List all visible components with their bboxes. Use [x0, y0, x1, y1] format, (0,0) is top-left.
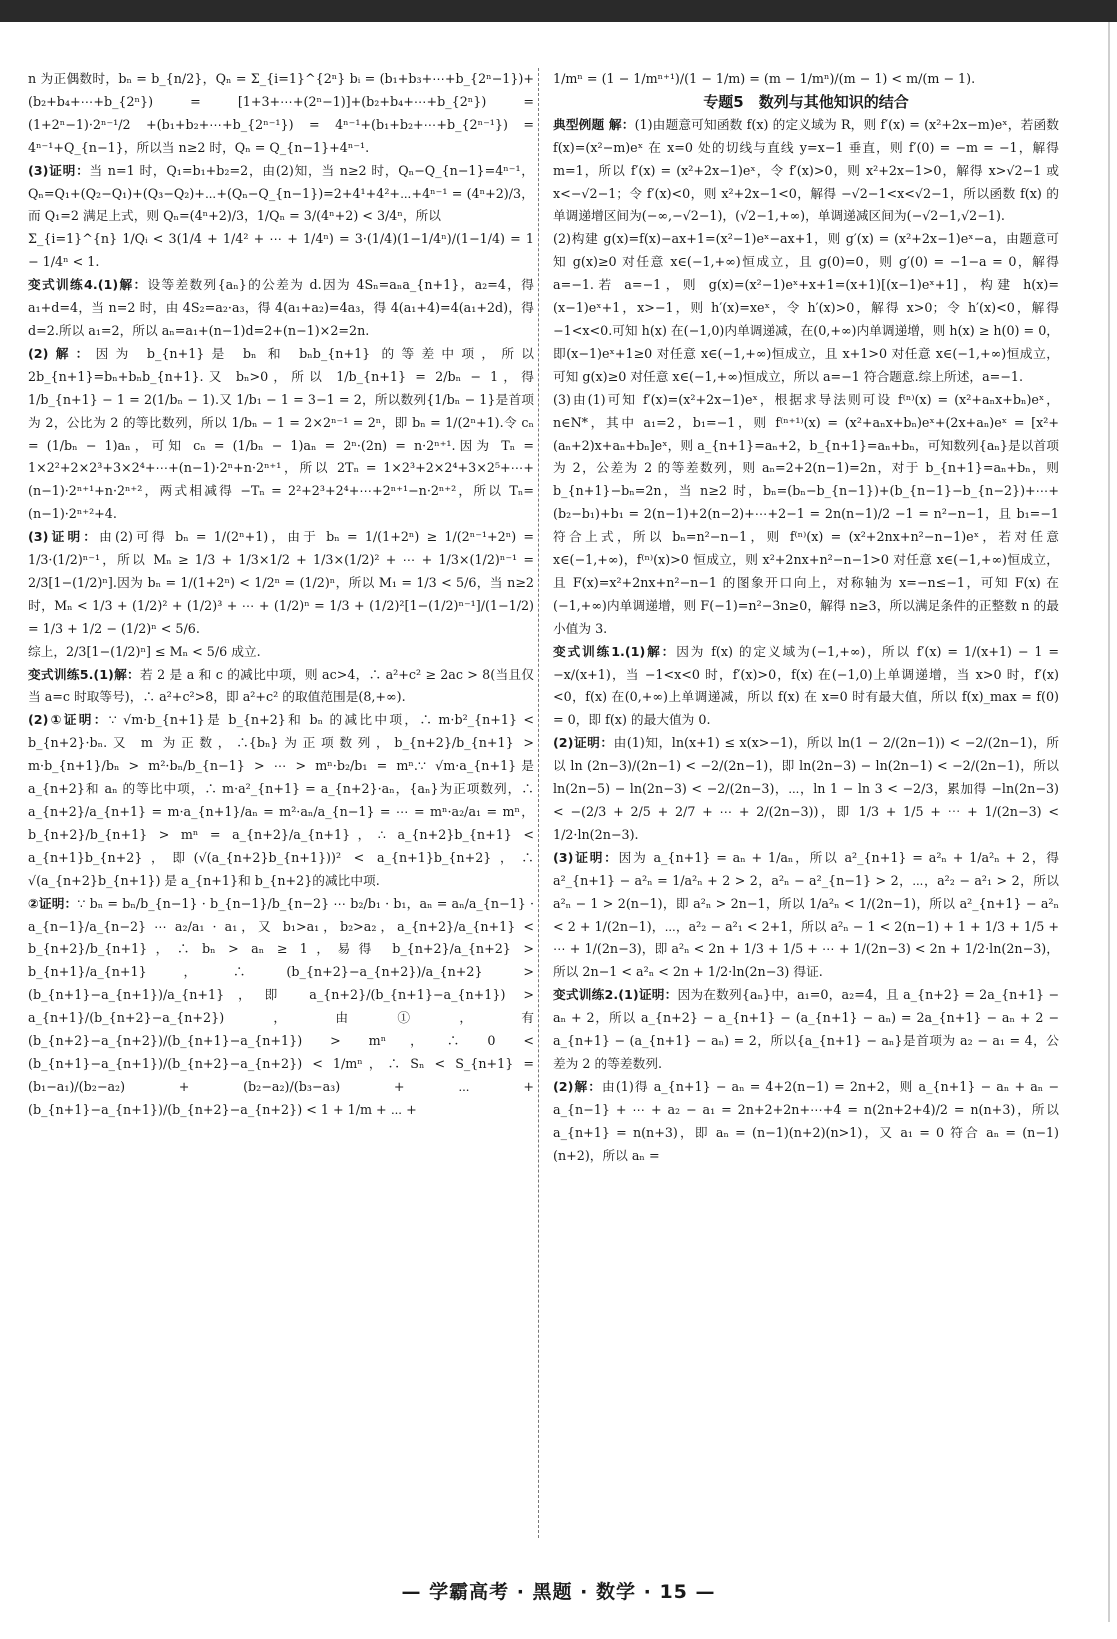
section-title: 专题5 数列与其他知识的结合: [703, 92, 909, 111]
solution-text: 1/mⁿ = (1 − 1/mⁿ⁺¹)/(1 − 1/m) = (m − 1/mⁿ)/(m − 1) < m/(m − 1).: [553, 71, 976, 86]
solution-text: 设等差数列{aₙ}的公差为 d.因为 4Sₙ=aₙa_{n+1}，a₂=4，得 a₁+d=4，当 n=2 时，由 4S₂=a₂·a₃，得 4(a₁+a₂)=4a₃，得 4(a₁+4)=4(a₁+2d)，得 d=2.所以 a₁=2，所以 aₙ=a₁+(n−1)d=2+(n−1)×2=2n.: [28, 277, 534, 338]
solution-paragraph: [28, 160, 534, 229]
solution-label: 变式训练4.(1)解：: [28, 277, 148, 293]
solution-paragraph: [553, 641, 1059, 733]
solution-label: (2)解：: [28, 345, 96, 361]
solution-label: 典型例题 解：: [553, 116, 635, 132]
solution-text: ∵ √m·b_{n+1}是 b_{n+2}和 bₙ 的减比中项，∴ m·b²_{n+1} < b_{n+2}·bₙ.又 m 为正数，∴{bₙ}为正项数列，b_{n+2}/b_{n+1} > m·b_{n+1}/bₙ > m²·bₙ/b_{n−1} > ⋯ > mⁿ·b₂/b₁ = mⁿ.∵ √m·a_{n+1}是 a_{n+2}和 aₙ 的等比中项，∴ m·a²_{n+1} = a_{n+2}·aₙ，{aₙ}为正项数列，∴ a_{n+2}/a_{n+1} = m·a_{n+1}/aₙ = m²·aₙ/a_{n−1} = ⋯ = mⁿ·a₂/a₁ = mⁿ，b_{n+2}/b_{n+1} > mⁿ = a_{n+2}/a_{n+1}，∴ a_{n+2}b_{n+1} < a_{n+1}b_{n+2}，即(√(a_{n+2}b_{n+1}))² < a_{n+1}b_{n+2}，∴ √(a_{n+2}b_{n+1}) 是 a_{n+1}和 b_{n+2}的减比中项.: [28, 712, 534, 888]
solution-paragraph: [28, 68, 534, 160]
solution-text: Σ_{i=1}^{n} 1/Qᵢ < 3(1/4 + 1/4² + ⋯ + 1/4ⁿ) = 3·(1/4)(1−1/4ⁿ)/(1−1/4) = 1 − 1/4ⁿ < 1.: [28, 231, 534, 270]
solution-paragraph: [28, 526, 534, 641]
solution-paragraph: [28, 641, 534, 664]
solution-paragraph: [28, 709, 534, 892]
solution-paragraph: [553, 228, 1059, 388]
solution-paragraph: [553, 114, 1059, 229]
solution-text: (3)由(1)可知 f′(x)=(x²+2x−1)eˣ，根据求导法则可设 f⁽ⁿ⁾(x) = (x²+aₙx+bₙ)eˣ，n∈N*，其中 a₁=2，b₁=−1，则 f⁽ⁿ⁺¹⁾(x) = (x²+aₙx+bₙ)eˣ+(2x+aₙ)eˣ = [x²+(aₙ+2)x+aₙ+bₙ]eˣ，则 a_{n+1}=aₙ+2，b_{n+1}=aₙ+bₙ，可知数列{aₙ}是以首项为 2，公差为 2 的等差数列，则 aₙ=2+2(n−1)=2n，对于 b_{n+1}=aₙ+bₙ，则 b_{n+1}−bₙ=2n，当 n≥2 时，bₙ=(bₙ−b_{n−1})+(b_{n−1}−b_{n−2})+⋯+(b₂−b₁)+b₁ = 2(n−1)+2(n−2)+⋯+2−1 = 2n(n−1)/2 −1 = n²−n−1，且 b₁=−1 符合上式，所以 bₙ=n²−n−1，则 f⁽ⁿ⁾(x) = (x²+2nx+n²−n−1)eˣ，若对任意 x∈(−1,+∞)，f⁽ⁿ⁾(x)>0 恒成立，则 x²+2nx+n²−n−1>0 对任意 x∈(−1,+∞)恒成立，且 F(x)=x²+2nx+n²−n−1 的图象开口向上，对称轴为 x=−n≤−1，可知 F(x) 在(−1,+∞)内单调递增，则 F(−1)=n²−3n≥0，解得 n≥3，所以满足条件的正整数 n 的最小值为 3.: [553, 391, 1059, 636]
solution-text: 由(1)得 a_{n+1} − aₙ = 4+2(n−1) = 2n+2，则 a_{n+1} − aₙ + aₙ − a_{n−1} + ⋯ + a₂ − a₁ = 2n+2+2n+⋯+4 = n(2n+2+4)/2 = n(n+3)，所以 a_{n+1} = n(n+3)，即 aₙ = (n−1)(n+2)(n>1)，又 a₁ = 0 符合 aₙ = (n−1)(n+2)，所以 aₙ =: [553, 1078, 1059, 1163]
solution-text: 因为在数列{aₙ}中，a₁=0，a₂=4，且 a_{n+2} = 2a_{n+1} − aₙ + 2，所以 a_{n+2} − a_{n+1} − (a_{n+1} − aₙ) = 2a_{n+1} − aₙ + 2 − a_{n+1} − (a_{n+1} − aₙ) = 2，所以{a_{n+1} − aₙ}是首项为 a₂ − a₁ = 4，公差为 2 的等差数列.: [553, 987, 1059, 1071]
left-column: [28, 68, 534, 1533]
solution-paragraph: [28, 274, 534, 343]
solution-paragraph: [553, 389, 1059, 641]
top-bar: [0, 0, 1117, 22]
solution-text: 综上，2/3[1−(1/2)ⁿ] ≤ Mₙ < 5/6 成立.: [28, 643, 261, 659]
solution-text: 若 2 是 a 和 c 的减比中项，则 ac>4，∴ a²+c² ≥ 2ac > 8(当且仅当 a=c 时取等号)，∴ a²+c²>8，即 a²+c² 的取值范围是(8,+∞).: [28, 666, 534, 705]
solution-label: 变式训练5.(1)解：: [28, 666, 140, 682]
right-column: [553, 68, 1059, 1533]
solution-label: ②证明：: [28, 895, 78, 911]
solution-paragraph: [28, 228, 534, 274]
solution-text: (2)构建 g(x)=f(x)−ax+1=(x²−1)eˣ−ax+1，则 g′(x) = (x²+2x−1)eˣ−a，由题意可知 g(x)≥0 对任意 x∈(−1,+∞)恒成立，且 g(0)=0，则 g′(0) = −1−a = 0，解得 a=−1.若 a=−1，则 g(x)=(x²−1)eˣ+x+1=(x+1)[(x−1)eˣ+1]，构建 h(x)=(x−1)eˣ+1，x>−1，则 h′(x)=xeˣ，令 h′(x)>0，解得 x>0；令 h′(x)<0，解得 −1<x<0.可知 h(x) 在(−1,0)内单调递减，在(0,+∞)内单调递增，则 h(x) ≥ h(0) = 0，即(x−1)eˣ+1≥0 对任意 x∈(−1,+∞)恒成立，且 x+1>0 对任意 x∈(−1,+∞)恒成立，可知 g(x)≥0 对任意 x∈(−1,+∞)恒成立，所以 a=−1 符合题意.综上所述，a=−1.: [553, 231, 1059, 384]
solution-text: ∵ bₙ = bₙ/b_{n−1} · b_{n−1}/b_{n−2} ⋯ b₂/b₁ · b₁，aₙ = aₙ/a_{n−1} · a_{n−1}/a_{n−2} ⋯ a₂/a₁ · a₁，又 b₁>a₁，b₂>a₂，a_{n+2}/a_{n+1} < b_{n+2}/b_{n+1}，∴ bₙ > aₙ ≥ 1，易得 b_{n+2}/a_{n+2} > b_{n+1}/a_{n+1}，∴ (b_{n+2}−a_{n+2})/a_{n+2} > (b_{n+1}−a_{n+1})/a_{n+1}，即 a_{n+2}/(b_{n+1}−a_{n+1}) > a_{n+1}/(b_{n+2}−a_{n+2})，由①，有 (b_{n+2}−a_{n+2})/(b_{n+1}−a_{n+1}) > mⁿ，∴ 0 < (b_{n+1}−a_{n+1})/(b_{n+2}−a_{n+2}) < 1/mⁿ，∴ Sₙ < S_{n+1} = (b₁−a₁)/(b₂−a₂) + (b₂−a₂)/(b₃−a₃) + ⋯ + (b_{n+1}−a_{n+1})/(b_{n+2}−a_{n+2}) < 1 + 1/m + ⋯ +: [28, 895, 534, 1117]
solution-paragraph: [553, 732, 1059, 847]
solution-label: (2)①证明：: [28, 712, 109, 728]
solution-paragraph: [553, 984, 1059, 1076]
solution-paragraph: [28, 343, 534, 526]
page-footer: — 学霸高考 · 黑题 · 数学 · 15 —: [401, 1581, 716, 1603]
solution-paragraph: [553, 847, 1059, 984]
column-divider: [538, 68, 539, 1538]
solution-text: 因为 a_{n+1} = aₙ + 1/aₙ，所以 a²_{n+1} = a²ₙ + 1/a²ₙ + 2，得 a²_{n+1} − a²ₙ = 1/a²ₙ + 2 > 2，a²ₙ − a²_{n−1} > 2，⋯，a²₂ − a²₁ > 2，所以 a²ₙ − 1 > 2(n−1)，即 a²ₙ > 2n−1，所以 1/a²ₙ < 1/(2n−1)，所以 a²_{n+1} − a²ₙ < 2 + 1/(2n−1)，⋯，a²₂ − a²₁ < 2+1，所以 a²ₙ − 1 < 2(n−1) + 1 + 1/3 + 1/5 + ⋯ + 1/(2n−3)，即 a²ₙ < 2n + 1/3 + 1/5 + ⋯ + 1/(2n−3) < 2n + 1/2·ln(2n−3)，所以 2n−1 < a²ₙ < 2n + 1/2·ln(2n−3) 得证.: [553, 849, 1059, 980]
solution-text: 由(1)知，ln(x+1) ≤ x(x>−1)，所以 ln(1 − 2/(2n−1)) < −2/(2n−1)，所以 ln (2n−3)/(2n−1) < −2/(2n−1)，即 ln(2n−3) − ln(2n−1) < −2/(2n−1)，所以 ln(2n−5) − ln(2n−3) < −2/(2n−3)，⋯，ln 1 − ln 3 < −2/3，累加得 −ln(2n−3) < −(2/3 + 2/5 + 2/7 + ⋯ + 2/(2n−3))，即 1/3 + 1/5 + ⋯ + 1/(2n−3) < 1/2·ln(2n−3).: [553, 735, 1059, 842]
solution-label: (2)解：: [553, 1078, 603, 1094]
solution-label: (2)证明：: [553, 735, 614, 751]
solution-paragraph: [553, 1076, 1059, 1168]
solution-text: n 为正偶数时，bₙ = b_{n/2}，Qₙ = Σ_{i=1}^{2ⁿ} bᵢ = (b₁+b₃+⋯+b_{2ⁿ−1})+(b₂+b₄+⋯+b_{2ⁿ}) = [1+3+⋯+(2ⁿ−1)]+(b₂+b₄+⋯+b_{2ⁿ}) = (1+2ⁿ−1)·2ⁿ⁻¹/2 +(b₁+b₂+⋯+b_{2ⁿ⁻¹}) = 4ⁿ⁻¹+(b₁+b₂+⋯+b_{2ⁿ⁻¹}) = 4ⁿ⁻¹+Q_{n−1}，所以当 n≥2 时，Qₙ = Q_{n−1}+4ⁿ⁻¹.: [28, 71, 534, 155]
solution-paragraph: [553, 68, 1059, 91]
solution-label: (3)证明：: [28, 162, 90, 178]
solution-paragraph: [28, 893, 534, 1122]
solution-label: 变式训练1.(1)解：: [553, 643, 677, 659]
solution-label: (3)证明：: [28, 529, 100, 545]
solution-text: (1)由题意可知函数 f(x) 的定义域为 R，则 f′(x) = (x²+2x−m)eˣ，若函数 f(x)=(x²−m)eˣ 在 x=0 处的切线与直线 y=x−1 垂直，则 f′(0) = −m = −1，解得 m=1，所以 f′(x) = (x²+2x−1)eˣ，令 f′(x)>0，则 x²+2x−1>0，解得 x>√2−1 或 x<−√2−1；令 f′(x)<0，则 x²+2x−1<0，解得 −√2−1<x<√2−1，所以函数 f(x) 的单调递增区间为(−∞,−√2−1)，(√2−1,+∞)，单调递减区间为(−√2−1,√2−1).: [553, 116, 1059, 224]
solution-text: 由(2)可得 bₙ = 1/(2ⁿ+1)，由于 bₙ = 1/(1+2ⁿ) ≥ 1/(2ⁿ⁻¹+2ⁿ) = 1/3·(1/2)ⁿ⁻¹，所以 Mₙ ≥ 1/3 + 1/3×1/2 + 1/3×(1/2)² + ⋯ + 1/3×(1/2)ⁿ⁻¹ = 2/3[1−(1/2)ⁿ].因为 bₙ = 1/(1+2ⁿ) < 1/2ⁿ = (1/2)ⁿ，所以 M₁ = 1/3 < 5/6，当 n≥2 时，Mₙ < 1/3 + (1/2)² + (1/2)³ + ⋯ + (1/2)ⁿ = 1/3 + (1/2)²[1−(1/2)ⁿ⁻¹]/(1−1/2) = 1/3 + 1/2 − (1/2)ⁿ < 5/6.: [28, 529, 534, 636]
page-edge: [1108, 22, 1110, 1622]
solution-label: (3)证明：: [553, 849, 619, 865]
solution-text: 因为 f(x) 的定义域为(−1,+∞)，所以 f′(x) = 1/(x+1) − 1 = −x/(x+1)，当 −1<x<0 时，f′(x)>0，f(x) 在(−1,0)上单调递增，当 x>0 时，f′(x)<0，f(x) 在(0,+∞)上单调递减，所以 f(x) 在 x=0 时有最大值，所以 f(x)_max = f(0) = 0，即 f(x) 的最大值为 0.: [553, 643, 1059, 728]
solution-label: 变式训练2.(1)证明：: [553, 987, 678, 1003]
solution-paragraph: [28, 664, 534, 710]
solution-text: 当 n=1 时，Q₁=b₁+b₂=2，由(2)知，当 n≥2 时，Qₙ−Q_{n−1}=4ⁿ⁻¹，Qₙ=Q₁+(Q₂−Q₁)+(Q₃−Q₂)+⋯+(Qₙ−Q_{n−1})=2+4¹+4²+⋯+4ⁿ⁻¹ = (4ⁿ+2)/3，而 Q₁=2 满足上式，则 Qₙ=(4ⁿ+2)/3，1/Qₙ = 3/(4ⁿ+2) < 3/4ⁿ，所以: [28, 162, 534, 224]
solution-text: 因为 b_{n+1}是 bₙ 和 bₙb_{n+1} 的等差中项，所以 2b_{n+1}=bₙ+bₙb_{n+1}.又 bₙ>0，所以 1/b_{n+1} = 2/bₙ − 1，得 1/b_{n+1} − 1 = 2(1/bₙ − 1).又 1/b₁ − 1 = 3−1 = 2，所以数列{1/bₙ − 1}是首项为 2，公比为 2 的等比数列，所以 1/bₙ − 1 = 2×2ⁿ⁻¹ = 2ⁿ，即 bₙ = 1/(2ⁿ+1).令 cₙ = (1/bₙ − 1)aₙ，可知 cₙ = (1/bₙ − 1)aₙ = 2ⁿ·(2n) = n·2ⁿ⁺¹.因为 Tₙ = 1×2²+2×2³+3×2⁴+⋯+(n−1)·2ⁿ+n·2ⁿ⁺¹，所以 2Tₙ = 1×2³+2×2⁴+3×2⁵+⋯+(n−1)·2ⁿ⁺¹+n·2ⁿ⁺²，两式相减得 −Tₙ = 2²+2³+2⁴+⋯+2ⁿ⁺¹−n·2ⁿ⁺²，所以 Tₙ=(n−1)·2ⁿ⁺²+4.: [28, 345, 534, 522]
